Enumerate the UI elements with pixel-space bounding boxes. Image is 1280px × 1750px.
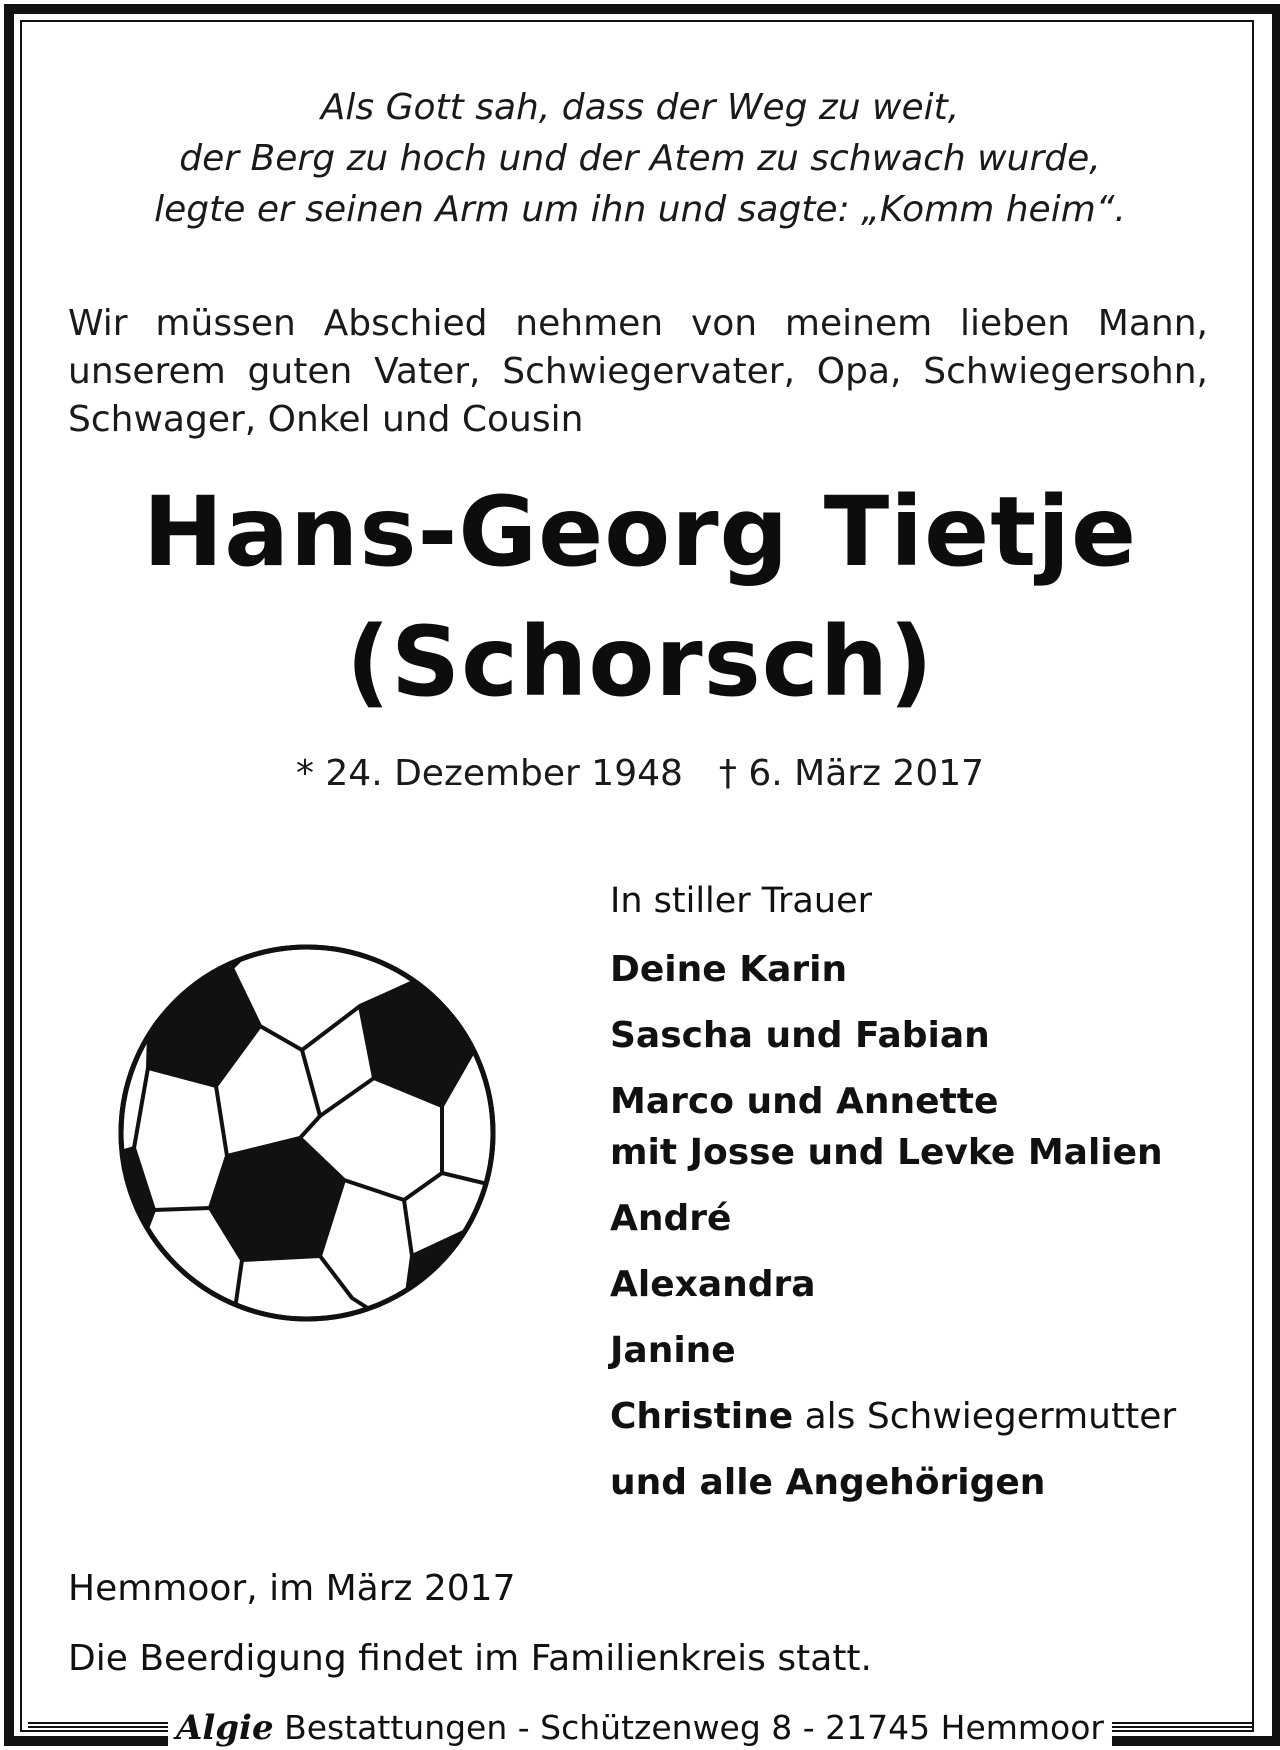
mourner-3	[610, 1076, 1250, 1178]
birth-date: * 24. Dezember 1948	[295, 753, 683, 794]
intro-text	[68, 300, 1208, 444]
mourner-7-name: Christine	[610, 1396, 794, 1437]
mourner-7	[610, 1391, 1250, 1442]
funeral-home-logo: Algie	[175, 1708, 274, 1748]
mourner-7-role: als Schwiegermutter	[793, 1396, 1177, 1437]
place-and-date: Hemmoor, im März 2017	[68, 1568, 516, 1609]
funeral-home-address: Bestattungen - Schützenweg 8 - 21745 Hemmoor	[273, 1708, 1105, 1747]
intro-line-3: Schwager, Onkel und Cousin	[68, 399, 584, 440]
mourner-1: Deine Karin	[610, 949, 848, 990]
motto-verse	[0, 82, 1280, 235]
footer-text	[168, 1706, 1112, 1750]
deceased-name: Hans-Georg Tietje	[142, 476, 1138, 588]
mourner-3-line-1: Marco und Annette	[610, 1081, 999, 1122]
mourner-3-line-2: mit Josse und Levke Malien	[610, 1132, 1163, 1173]
footer-bar	[0, 1706, 1280, 1750]
mourner-8: und alle Angehörigen	[610, 1462, 1046, 1503]
death-date: † 6. März 2017	[718, 753, 985, 794]
mourner-2: Sascha und Fabian	[610, 1015, 990, 1056]
soccer-ball-icon	[112, 938, 502, 1328]
mourners-lead: In stiller Trauer	[610, 881, 872, 921]
intro-line-2: unserem guten Vater, Schwiegervater, Opa, Schwiegersohn,	[68, 351, 1208, 392]
mourners-list	[610, 878, 1250, 1523]
mourner-4: André	[610, 1198, 732, 1239]
motto-line-2: der Berg zu hoch und der Atem zu schwach wurde,	[179, 138, 1101, 179]
intro-line-1: Wir müssen Abschied nehmen von meinem lieben Mann,	[68, 303, 1208, 344]
motto-line-3: legte er seinen Arm um ihn und sagte: „Komm heim“.	[154, 189, 1126, 230]
motto-line-1: Als Gott sah, dass der Weg zu weit,	[320, 87, 960, 128]
mourner-5: Alexandra	[610, 1264, 816, 1305]
burial-note: Die Beerdigung findet im Familienkreis statt.	[68, 1638, 872, 1679]
mourner-6: Janine	[610, 1330, 736, 1371]
life-dates	[0, 751, 1280, 797]
deceased-nickname: (Schorsch)	[346, 606, 934, 718]
